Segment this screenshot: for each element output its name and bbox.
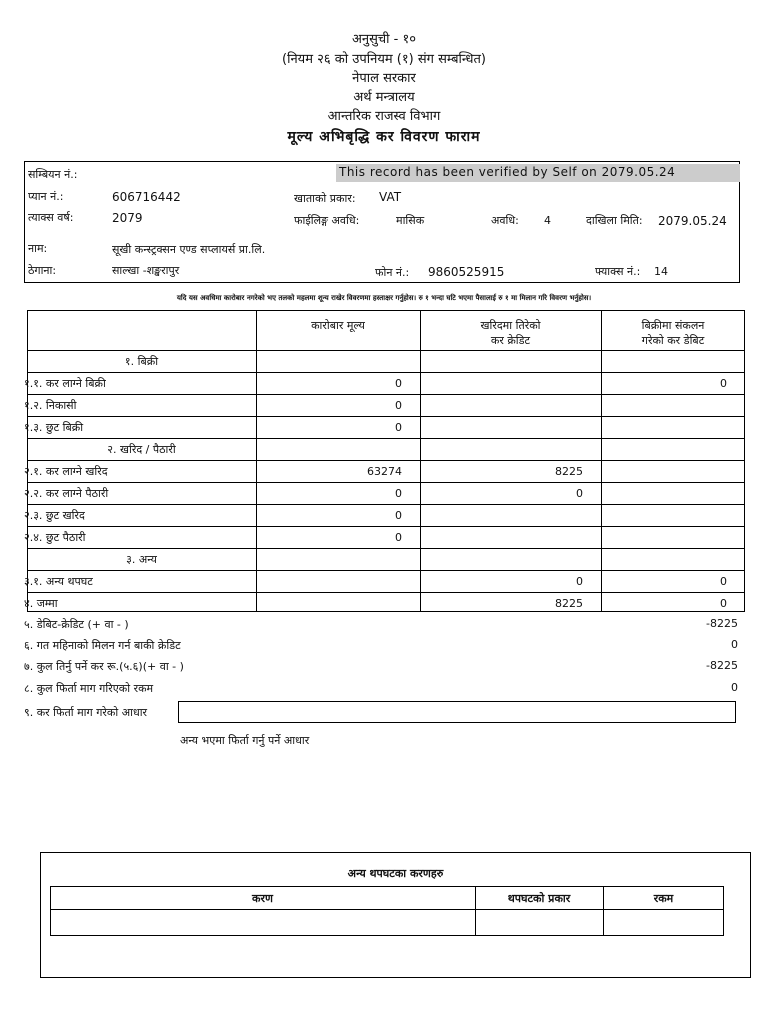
account-type-label: खाताको प्रकार: <box>294 192 356 205</box>
verified-banner: This record has been verified by Self on 2079.05.24 <box>336 164 740 182</box>
table-row-label: २.२. कर लाग्ने पैठारी <box>24 487 109 500</box>
adjustment-reasons-title: अन्य थपघटका करणहरु <box>347 867 444 880</box>
table-row-label: १.२. निकासी <box>24 399 77 412</box>
table-row-label: १.१. कर लाग्ने बिक्री <box>24 377 106 390</box>
name-value: सूखी कन्स्ट्रक्सन एण्ड सप्लायर्स प्रा.लि. <box>112 243 266 256</box>
table-cell-v1: 0 <box>395 421 402 434</box>
other-basis-label: अन्य भएमा फिर्ता गर्नु पर्ने आधार <box>180 734 310 747</box>
table-row-label: १. बिक्री <box>124 355 159 368</box>
fiscal-year-label: त्याक्स वर्ष: <box>28 211 74 224</box>
col-purchase-credit: खरिदमा तिरेको कर क्रेडिट <box>480 319 541 347</box>
phone-label: फोन नं.: <box>375 266 410 279</box>
table-row-label: ४. जम्मा <box>24 597 58 610</box>
refund-reason-value <box>179 707 183 720</box>
address-label: ठेगाना: <box>28 264 57 277</box>
table-cell-v1: 63274 <box>367 465 402 478</box>
table-cell-v1: 0 <box>395 509 402 522</box>
account-type-value: VAT <box>379 190 402 204</box>
table-cell-v1: 0 <box>395 531 402 544</box>
pan-value: 606716442 <box>112 190 181 204</box>
table-row-label: २. खरिद / पैठारी <box>107 443 176 456</box>
phone-value: 9860525915 <box>428 265 505 279</box>
summary-value: -8225 <box>706 617 738 630</box>
filing-period-label: फाईलिङ्ग अवधि: <box>294 214 360 227</box>
col-sales-debit: बिक्रीमा संकलन गरेको कर डेबिट <box>641 319 705 347</box>
rule-reference: (नियम २६ को उपनियम (१) संग सम्बन्धित) <box>282 52 486 67</box>
table-cell-v2: 8225 <box>555 465 583 478</box>
table-row-label: ३.१. अन्य थपघट <box>24 575 93 588</box>
table-row-label: २.४. छुट पैठारी <box>24 531 86 544</box>
period-value: 4 <box>544 214 551 227</box>
fiscal-year-value: 2079 <box>112 211 143 225</box>
table-row-label: २.१. कर लाग्ने खरिद <box>24 465 108 478</box>
summary-label: ६. गत महिनाको मिलन गर्न बाकी क्रेडिट <box>24 639 181 652</box>
table-row-label: १.३. छुट बिक्री <box>24 421 84 434</box>
submit-date-value: 2079.05.24 <box>658 214 727 228</box>
period-label: अवधि: <box>491 214 519 227</box>
name-label: नाम: <box>28 242 48 255</box>
summary-label: ५. डेबिट-क्रेडिट (+ वा - ) <box>24 618 129 631</box>
government-name: नेपाल सरकार <box>352 71 416 86</box>
table-cell-v1: 0 <box>395 399 402 412</box>
submission-label: सम्बियन नं.: <box>28 168 78 181</box>
col-reason: करण <box>252 892 273 905</box>
table-cell-v1: 0 <box>395 487 402 500</box>
summary-label: ८. कुल फिर्ता माग गरिएको रकम <box>24 682 154 695</box>
table-row-label: २.३. छुट खरिद <box>24 509 85 522</box>
ministry-name: अर्थ मन्त्रालय <box>353 90 415 105</box>
address-value: साल्खा -शङ्खरापुर <box>112 264 180 277</box>
summary-label: ७. कुल तिर्नु पर्ने कर रू.(५.६)(+ वा - ) <box>24 660 184 673</box>
table-cell-v2: 8225 <box>555 597 583 610</box>
refund-reason-label: ९. कर फिर्ता माग गरेको आधार <box>24 706 148 719</box>
fax-value: 14 <box>654 265 668 278</box>
table-cell-v3: 0 <box>720 597 727 610</box>
form-title: मूल्य अभिबृद्धि कर विवरण फाराम <box>287 129 481 145</box>
summary-value: 0 <box>731 638 738 651</box>
filing-period-value: मासिक <box>396 214 425 227</box>
col-transaction-value: कारोबार मूल्य <box>311 319 365 332</box>
summary-value: 0 <box>731 681 738 694</box>
table-cell-v2: 0 <box>576 487 583 500</box>
schedule-number: अनुसुची - १० <box>351 32 417 47</box>
col-amount: रकम <box>653 892 674 905</box>
submit-date-label: दाखिला मिति: <box>586 214 643 227</box>
col-adjust-type: थपघटको प्रकार <box>507 892 571 905</box>
table-row-label: ३. अन्य <box>126 553 157 566</box>
summary-value: -8225 <box>706 659 738 672</box>
table-cell-v1: 0 <box>395 377 402 390</box>
department-name: आन्तरिक राजस्व विभाग <box>327 109 441 124</box>
table-cell-v2: 0 <box>576 575 583 588</box>
refund-reason-input[interactable] <box>178 701 736 723</box>
pan-label: प्यान नं.: <box>28 190 64 203</box>
table-cell-v3: 0 <box>720 377 727 390</box>
notice-text: यदि यस अवधिमा कारोबार नगरेको भए तलको महलमा शून्य राखेर विवरणमा हस्ताक्षर गर्नुहोस। रु १ भन्दा घटि भएमा पैसालाई रु १ मा मिलान गरि विवरण भर्नुहोस। <box>176 294 592 302</box>
fax-label: फ्याक्स नं.: <box>595 265 641 278</box>
table-cell-v3: 0 <box>720 575 727 588</box>
